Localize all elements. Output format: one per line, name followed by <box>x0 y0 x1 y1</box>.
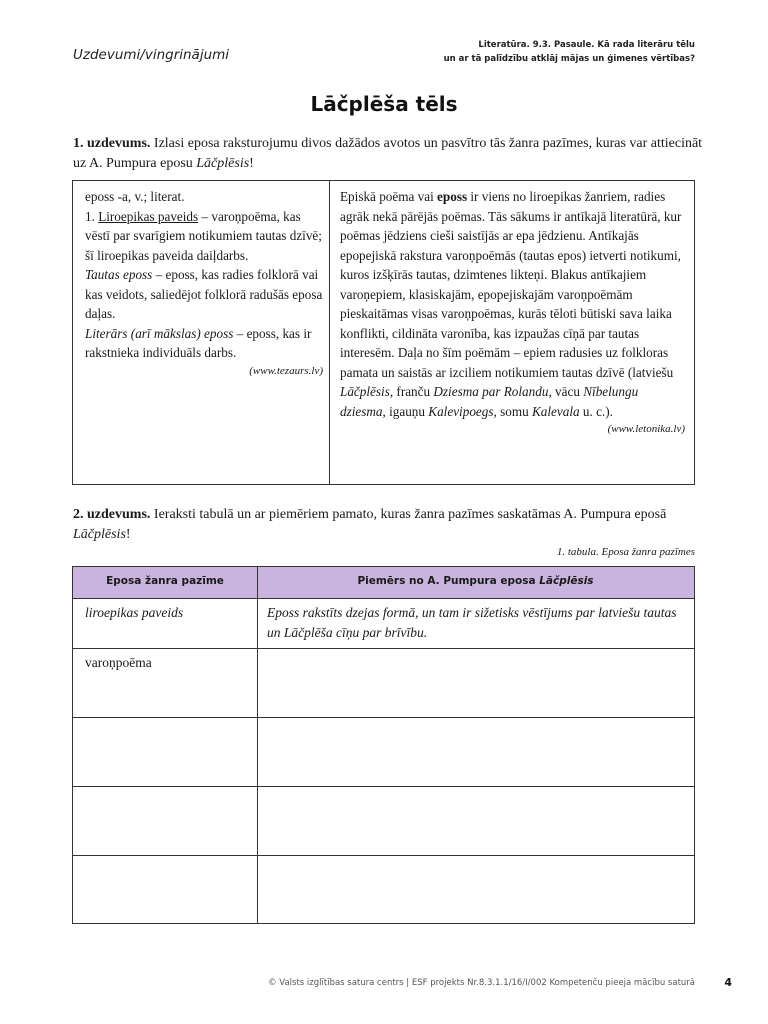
source-citation-tezaurs: (www.tezaurs.lv) <box>249 364 323 377</box>
letonika-text-5: , igauņu <box>382 403 429 419</box>
row-divider <box>73 855 694 856</box>
table-caption: 1. tabula. Eposa žanra pazīmes <box>556 546 695 558</box>
page-number: 4 <box>724 976 732 989</box>
row-divider <box>73 717 694 718</box>
row-divider <box>73 648 694 649</box>
def3-term: Literārs (arī mākslas) eposs <box>85 325 234 341</box>
def1-number: 1. <box>85 208 99 224</box>
col-header-example <box>257 575 694 587</box>
table-column-divider <box>257 567 258 923</box>
letonika-work-5: Kalevala <box>531 403 580 419</box>
row-divider <box>73 786 694 787</box>
source-letonika <box>340 187 685 438</box>
def2-text: – eposs, kas radies folklorā vai kas veidots, saliedējot folklorā radušās eposa daļas. <box>85 267 323 321</box>
letonika-text-3: , franču <box>389 384 434 399</box>
row5-example-cell[interactable] <box>267 860 687 920</box>
header-topic-line1: Literatūra. 9.3. Pasaule. Kā rada literāru tēlu <box>478 40 695 50</box>
sources-divider <box>329 181 330 484</box>
sources-table <box>72 180 695 485</box>
letonika-text-6: somu <box>496 403 532 419</box>
row4-feature-cell[interactable] <box>85 791 253 851</box>
task2-text: Ieraksti tabulā un ar piemēriem pamato, kuras žanra pazīmes saskatāmas A. Pumpura eposā <box>153 507 667 522</box>
def1-text: – varoņpoēma, kas vēstī par svarīgiem notikumiem tautas dzīvē; šī liroepikas paveida daiļdarbs. <box>85 208 322 263</box>
row1-example-cell[interactable]: Eposs rakstīts dzejas formā, un tam ir sižetisks vēstījums par latviešu tautas un Lāčplēša cīņu par brīvību. <box>267 605 677 640</box>
footer-copyright: © Valsts izglītības satura centrs | ESF projekts Nr.8.3.1.1/16/I/002 Kompetenču pieeja mācību saturā <box>268 978 695 988</box>
task1-instructions <box>73 134 703 174</box>
row-divider <box>73 598 694 599</box>
col-header-feature: Eposa žanra pazīme <box>106 575 224 587</box>
letonika-work-3: Nībelungu dziesma <box>340 384 639 419</box>
source-tezaurs <box>85 187 323 380</box>
header-topic-line2: un ar tā palīdzību atklāj mājas un ģimenes vērtības? <box>443 54 695 64</box>
def2-term: Tautas eposs <box>85 267 153 282</box>
entry-headword: eposs -a, v.; literat. <box>85 189 185 204</box>
letonika-work-4: Kalevipoegs, <box>428 403 497 419</box>
row2-example-cell[interactable] <box>267 653 687 713</box>
page-title: Lāčplēša tēls <box>310 92 458 116</box>
task1-label: 1. uzdevums. <box>73 136 151 151</box>
task2-instructions <box>73 505 703 545</box>
def1-term: Liroepikas paveids <box>98 208 199 224</box>
def3-text: – eposs, kas ir rakstnieka individuāls darbs. <box>85 325 312 360</box>
row3-feature-cell[interactable] <box>85 722 253 782</box>
task2-work-title: Lāčplēsis <box>73 527 126 542</box>
genre-features-table <box>72 566 695 924</box>
source-citation-letonika: (www.letonika.lv) <box>607 423 685 435</box>
letonika-bold-eposs: eposs <box>437 189 468 204</box>
section-label: Uzdevumi/vingrinājumi <box>73 47 230 63</box>
letonika-work-2: Dziesma par Rolandu <box>433 384 549 399</box>
row1-feature-cell[interactable]: liroepikas paveids <box>85 605 184 620</box>
task1-work-title: Lāčplēsis <box>196 156 250 171</box>
col-header-example-text: Piemērs no A. Pumpura eposa <box>357 575 540 587</box>
header-topic <box>395 38 695 66</box>
letonika-text-1: Episkā poēma vai <box>340 189 438 204</box>
row4-example-cell[interactable] <box>267 791 687 851</box>
letonika-text-2: ir viens no liroepikas žanriem, radies agrāk nekā pārējās poēmas. Tās sākums ir antīkajā literatūrā, kur poēmas jēdziens cieši saistījās ar epa jēdzienu. Antīkajās epopejiskā rakstura varoņpoēmās (tautas epos) ietverti notikumi, kuros izšķīrās tautas, dzimtenes likteņi. Blakus antīkajiem varoņepiem, klasiskajām, epopejiskajām varoņpoēmām pieskaitāmas visas varoņpoēmas, kurās tēloti būtiski sava laika konflikti, cildināta varonība, kas izpaužas cīņā par tautas interesēm. Daļa no šīm poēmām – epiem radusies uz folkloras pamata un saistās ar izciliem notikumiem tautas dzīvē (latviešu <box>340 189 682 380</box>
task1-text: Izlasi eposa raksturojumu divos dažādos avotos un pasvītro tās žanra pazīmes, kuras var attiecināt uz A. Pumpura eposu <box>73 136 703 171</box>
task2-label: 2. uzdevums. <box>73 507 151 522</box>
letonika-text-4: , vācu <box>548 384 584 399</box>
task2-end: ! <box>125 527 131 542</box>
col-header-example-work: Lāčplēsis <box>539 575 594 587</box>
row3-example-cell[interactable] <box>267 722 687 782</box>
task1-end: ! <box>249 156 254 171</box>
row5-feature-cell[interactable] <box>85 860 253 920</box>
letonika-text-7: u. c.). <box>579 403 613 419</box>
letonika-work-1: Lāčplēsis <box>340 384 390 399</box>
row2-feature-cell[interactable]: varoņpoēma <box>85 655 152 670</box>
